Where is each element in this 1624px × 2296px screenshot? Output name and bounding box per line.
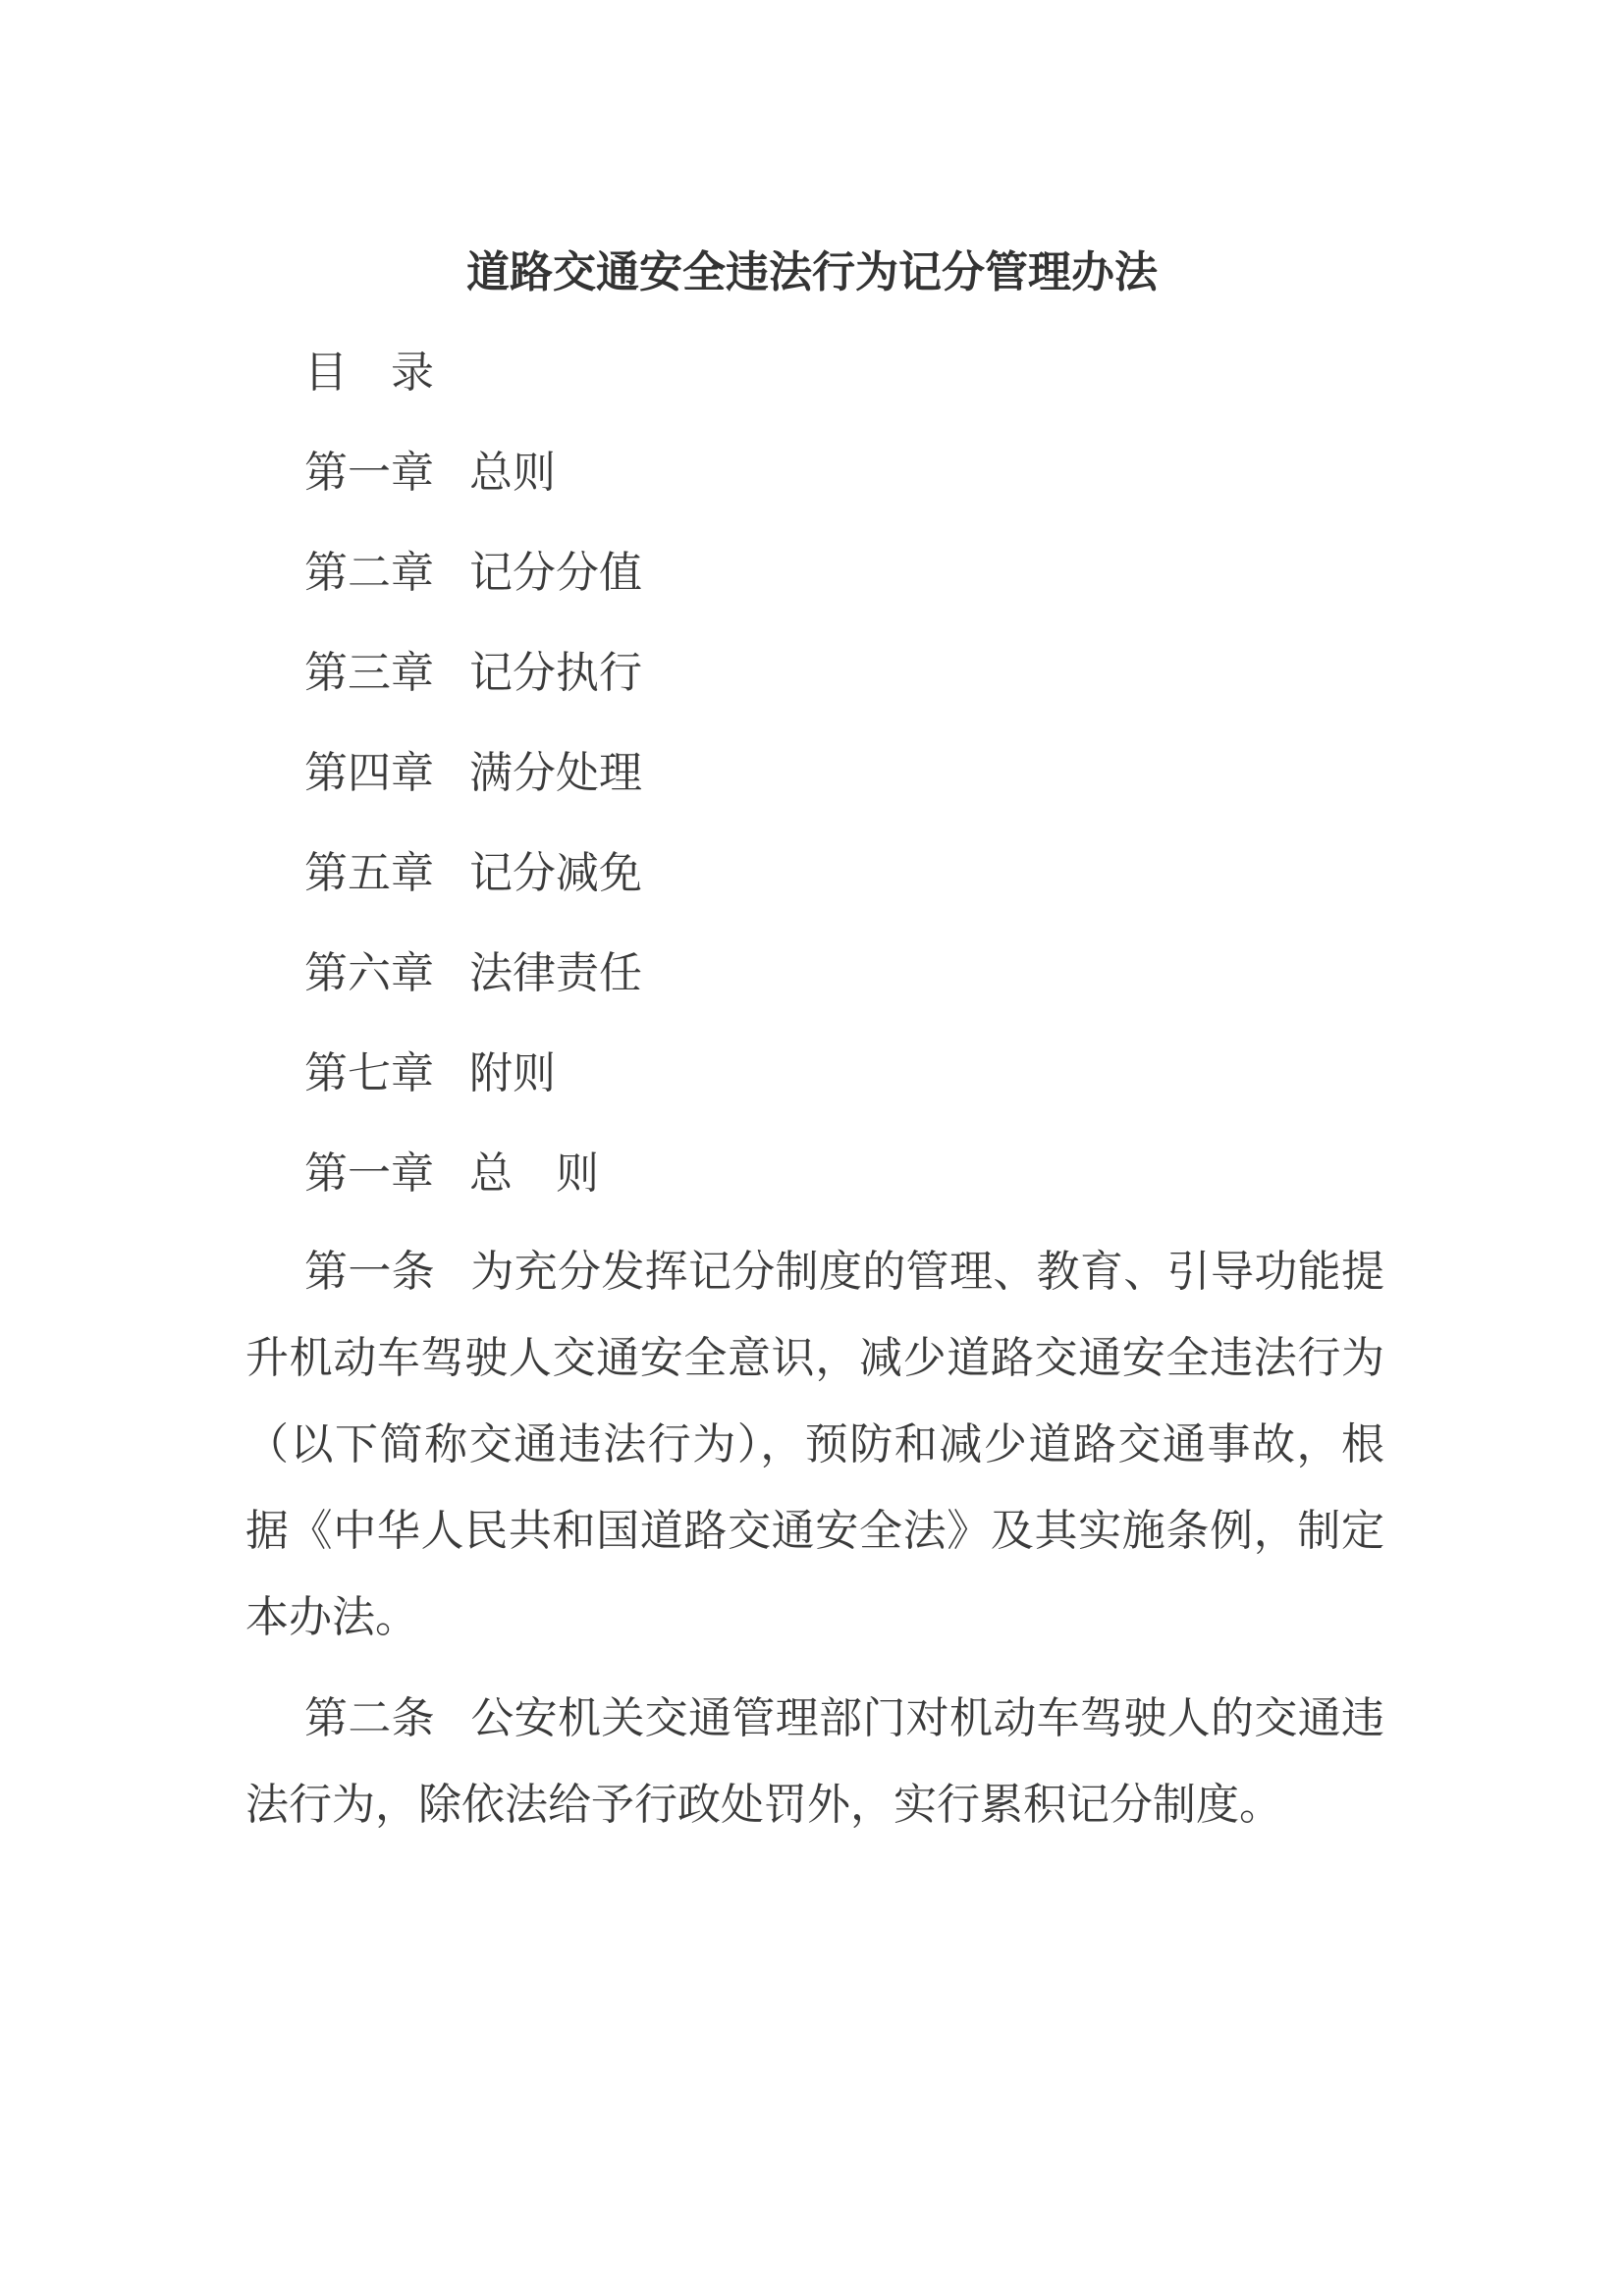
- toc-chapter-name: 记分分值: [469, 548, 642, 598]
- chapter-heading: [304, 1145, 599, 1203]
- toc-chapter-number: 第四章: [304, 748, 434, 798]
- toc-chapter-name: 满分处理: [469, 748, 642, 798]
- toc-item-3: [304, 644, 642, 703]
- article-text: 为充分发挥记分制度的管理、教育、引导功能提升机动车驾驶人交通安全意识，减少道路交通安全违法行为（以下简称交通违法行为），预防和减少道路交通事故，根据《中华人民共和国道路交通安全法》及其实施条例，制定本办法。: [245, 1247, 1384, 1642]
- article-2: [245, 1676, 1384, 1848]
- toc-chapter-name: 附则: [469, 1048, 556, 1098]
- toc-chapter-name: 记分执行: [469, 648, 642, 698]
- article-text: 公安机关交通管理部门对机动车驾驶人的交通违法行为，除依法给予行政处罚外，实行累积记分制度。: [245, 1693, 1384, 1830]
- toc-heading: 目 录: [304, 347, 434, 398]
- toc-item-5: [304, 844, 642, 903]
- article-label: 第一条: [304, 1247, 435, 1297]
- toc-chapter-number: 第六章: [304, 948, 434, 998]
- toc-item-7: [304, 1044, 556, 1103]
- toc-chapter-number: 第一章: [304, 448, 434, 498]
- toc-item-2: [304, 544, 642, 603]
- toc-chapter-name: 总则: [469, 448, 556, 498]
- chapter-number: 第一章: [304, 1148, 434, 1199]
- toc-item-4: [304, 744, 642, 803]
- toc-chapter-number: 第三章: [304, 648, 434, 698]
- toc-chapter-name: 法律责任: [469, 948, 642, 998]
- toc-chapter-number: 第五章: [304, 848, 434, 898]
- article-1: [245, 1229, 1384, 1661]
- toc-item-6: [304, 944, 642, 1003]
- toc-chapter-number: 第二章: [304, 548, 434, 598]
- toc-item-1: [304, 444, 556, 503]
- document-title: 道路交通安全违法行为记分管理办法: [466, 247, 1158, 297]
- chapter-name: 总 则: [469, 1148, 599, 1199]
- article-label: 第二条: [304, 1693, 435, 1743]
- toc-chapter-name: 记分减免: [469, 848, 642, 898]
- toc-chapter-number: 第七章: [304, 1048, 434, 1098]
